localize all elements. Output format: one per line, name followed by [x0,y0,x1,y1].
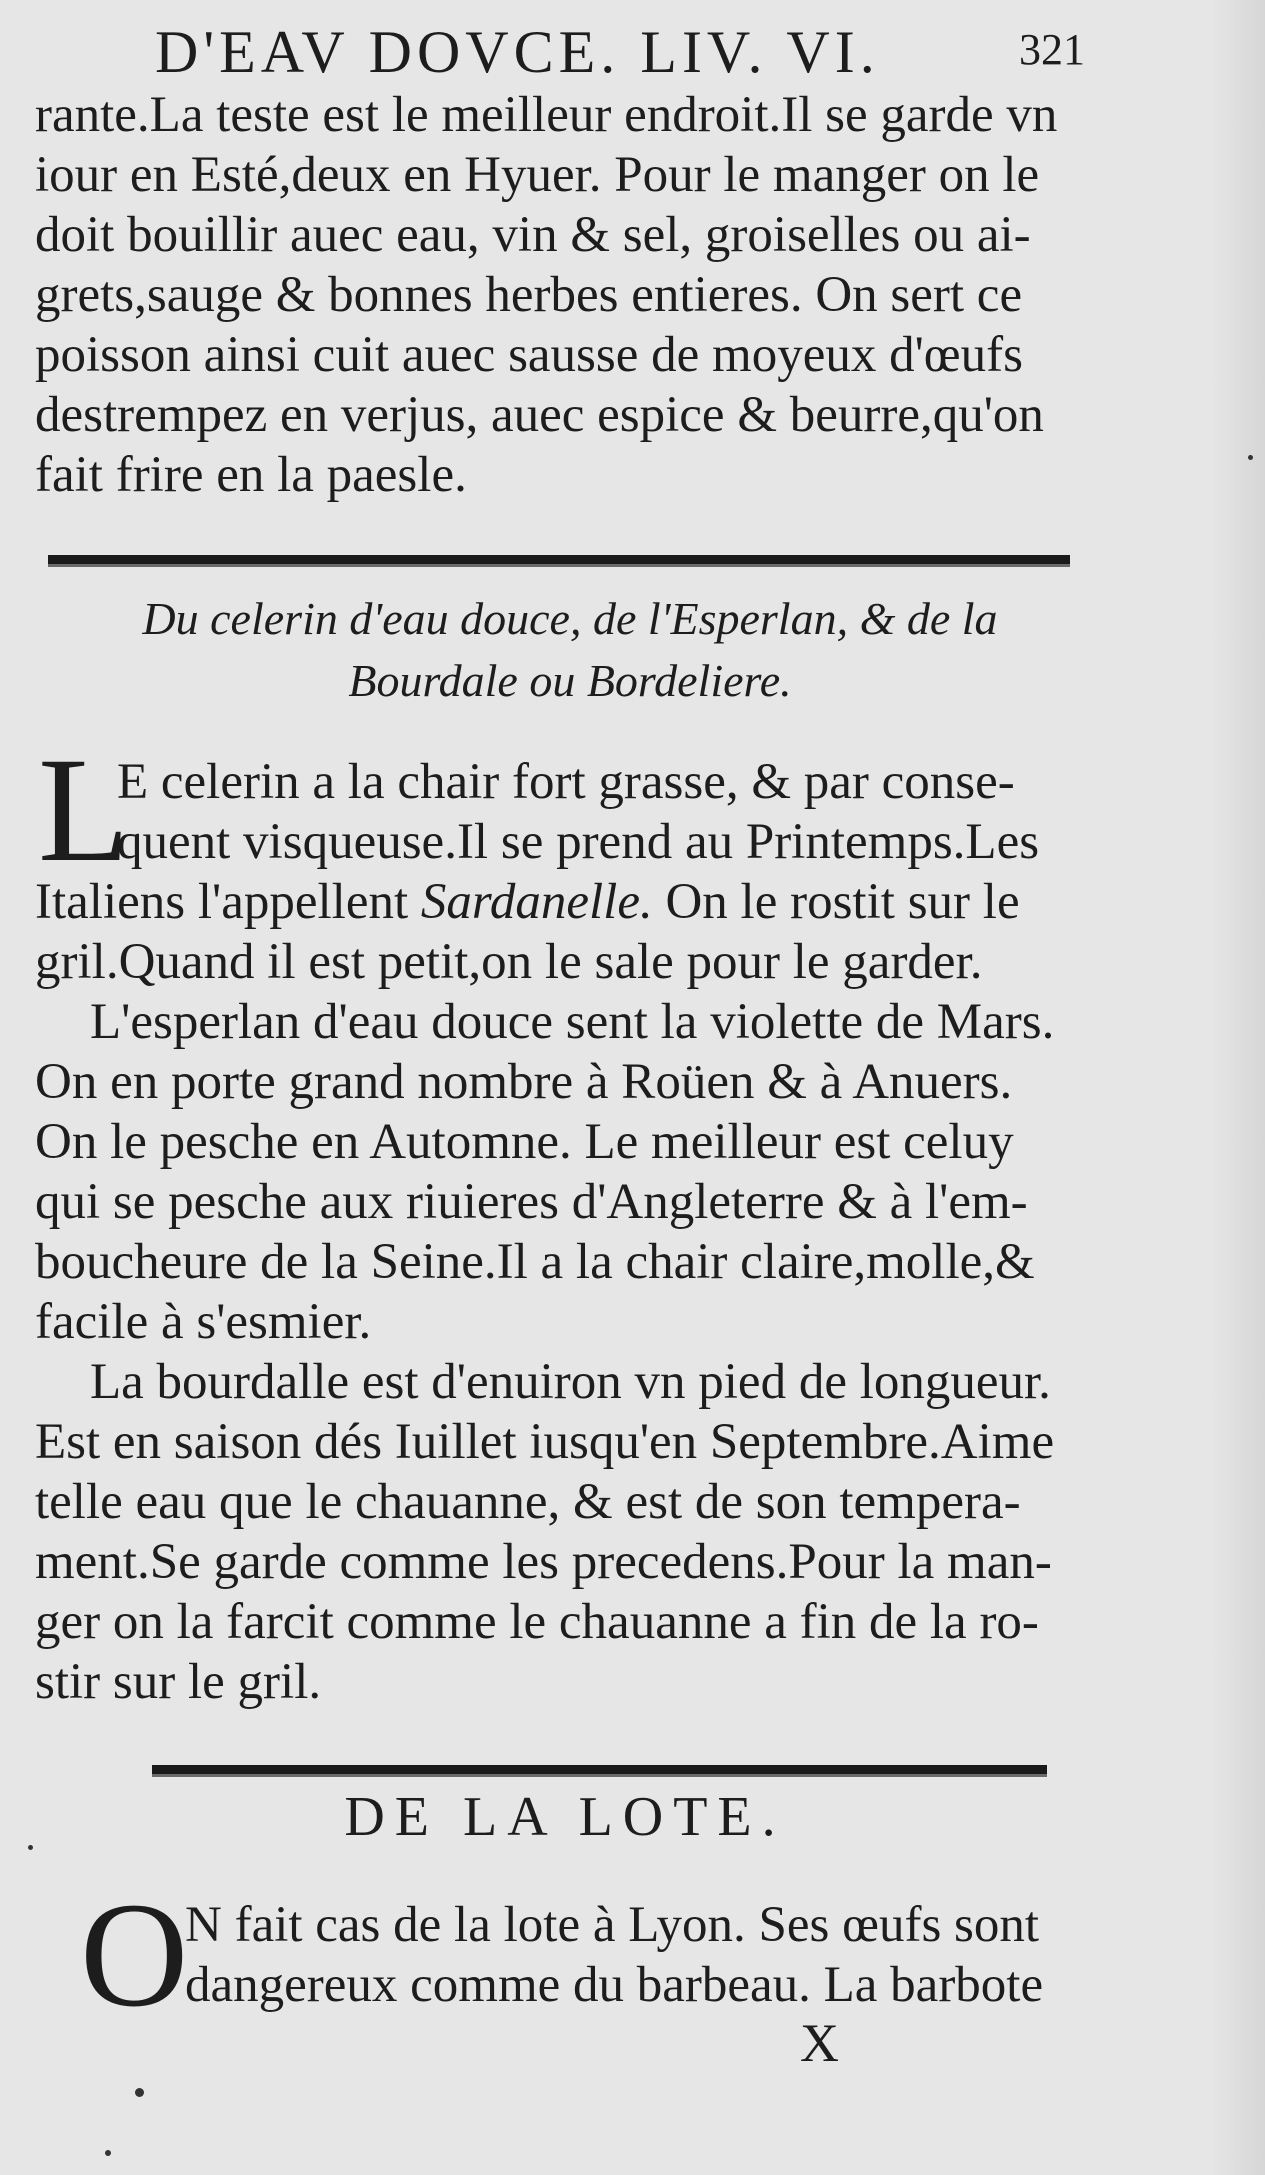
text-run: On le rostit sur le [652,874,1020,930]
text-line: rante.La teste est le meilleur endroit.Il se garde vn [35,87,1058,143]
text-line: stir sur le gril. [35,1654,322,1710]
text-line: N fait cas de la lote à Lyon. Ses œufs sont [185,1897,1040,1953]
ink-speck [1248,455,1253,460]
italic-term: Sardanelle. [420,874,653,930]
text-line: ment.Se garde comme les precedens.Pour la man- [35,1534,1052,1590]
text-line: dangereux comme du barbeau. La barbote [185,1957,1044,2013]
ink-speck [135,2088,144,2097]
text-line: La bourdalle est d'enuiron vn pied de longueur. [90,1354,1051,1410]
text-line: Est en saison dés Iuillet iusqu'en Septembre.Aime [35,1414,1055,1470]
chapter1-para2 [35,992,1090,1352]
page-header [155,18,1085,85]
text-line: boucheure de la Seine.Il a la chair claire,molle,& [35,1234,1035,1290]
section-rule [48,555,1070,567]
drop-cap: L [38,727,130,893]
chapter-heading-line: Bourdale ou Bordeliere. [348,655,792,706]
text-line: E celerin a la chair fort grasse, & par conse- [117,754,1015,810]
text-line: quent visqueuse.Il se prend au Printemps.Les [117,814,1040,870]
text-line: telle eau que le chauanne, & est de son tempera- [35,1474,1021,1530]
text-line [35,872,1090,932]
text-line: doit bouillir auec eau, vin & sel, groiselles ou ai- [35,207,1031,263]
section-rule [152,1765,1047,1777]
text-line: gril.Quand il est petit,on le sale pour le garder. [35,934,983,990]
text-line: L'esperlan d'eau douce sent la violette de Mars. [90,994,1055,1050]
chapter-heading [120,588,1020,712]
text-line: destrempez en verjus, auec espice & beurre,qu'on [35,387,1044,443]
text-line: iour en Esté,deux en Hyuer. Pour le manger on le [35,147,1040,203]
text-line: fait frire en la paesle. [35,447,467,503]
text-line: On en porte grand nombre à Roüen & à Anuers. [35,1054,1013,1110]
chapter1-para3 [35,1352,1090,1712]
drop-cap: O [80,1872,189,2038]
page-edge-shadow [1210,0,1265,2175]
chapter-heading-line: Du celerin d'eau douce, de l'Esperlan, & de la [142,593,998,644]
section-title: DE LA LOTE. [344,1786,786,1848]
page-number: 321 [1019,25,1085,74]
text-line: On le pesche en Automne. Le meilleur est celuy [35,1114,1014,1170]
text-line: grets,sauge & bonnes herbes entieres. On sert ce [35,267,1023,323]
text-line: qui se pesche aux riuieres d'Angleterre & à l'em- [35,1174,1028,1230]
ink-speck [28,1845,33,1850]
top-paragraph [35,85,1090,505]
signature-mark: X [800,2013,839,2073]
ink-speck [105,2150,111,2156]
text-line: ger on la farcit comme le chauanne a fin de la ro- [35,1594,1039,1650]
chapter1-para1 [35,752,1090,992]
running-head: D'EAV DOVCE. LIV. VI. [155,19,880,85]
text-run: Italiens l'appellent [35,874,421,930]
text-line: poisson ainsi cuit auec sausse de moyeux d'œufs [35,327,1023,383]
text-line: facile à s'esmier. [35,1294,372,1350]
chapter2-para [185,1895,1135,2015]
